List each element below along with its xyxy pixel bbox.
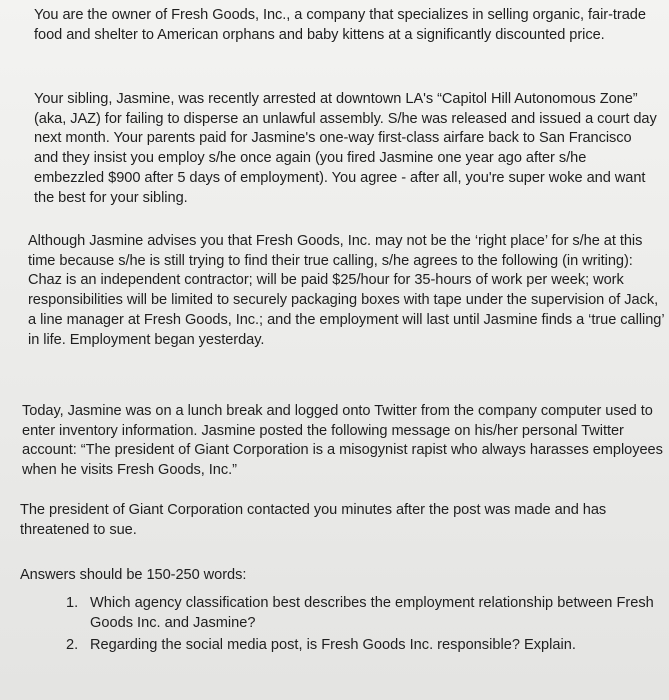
question-list <box>66 594 660 659</box>
question-number: 2. <box>66 637 79 654</box>
question-text: Regarding the social media post, is Fresh Goods Inc. responsible? Explain. <box>90 637 576 654</box>
paragraph-answer-instructions: Answers should be 150-250 words: <box>20 567 247 583</box>
question-item <box>66 636 660 656</box>
question-text: Which agency classification best describes the employment relationship between Fresh Goods Inc. and Jasmine? <box>90 595 654 631</box>
question-number: 1. <box>66 595 79 611</box>
paragraph-sibling-arrest: Your sibling, Jasmine, was recently arrested at downtown LA's “Capitol Hill Autonomous Zone” (aka, JAZ) for failing to disperse an unlawful assembly. S/he was released and issued a court day next month. Your parents paid for Jasmine's one-way first-class airfare back to San Francisco and they insist you employ s/he once again (you fired Jasmine one year ago after s/he embezzled $900 after 5 days of employment). You agree - after all, you're super woke and want the best for your sibling. <box>34 91 657 206</box>
paragraph-employment-terms: Although Jasmine advises you that Fresh Goods, Inc. may not be the ‘right place’ for s/he at this time because s/he is still trying to find their true calling, s/he agrees to the following (in writing): Chaz is an independent contractor; will be paid $25/hour for 35-hours of work per week; work responsibilities will be limited to securely packaging boxes with tape under the supervision of Jack, a line manager at Fresh Goods, Inc.; and the employment will last until Jasmine finds a ‘true calling’ in life. Employment began yesterday. <box>28 233 664 348</box>
question-item <box>66 594 660 633</box>
paragraph-lawsuit-threat: The president of Giant Corporation contacted you minutes after the post was made and has threatened to sue. <box>20 502 607 538</box>
paragraph-twitter-post: Today, Jasmine was on a lunch break and logged onto Twitter from the company computer used to enter inventory information. Jasmine posted the following message on his/her personal Twitter account: “The president of Giant Corporation is a misogynist rapist who always harasses employees when he visits Fresh Goods, Inc.” <box>22 403 663 479</box>
paragraph-company-intro: You are the owner of Fresh Goods, Inc., a company that specializes in selling organic, fair-trade food and shelter to American orphans and baby kittens at a significantly discounted price. <box>34 7 646 43</box>
